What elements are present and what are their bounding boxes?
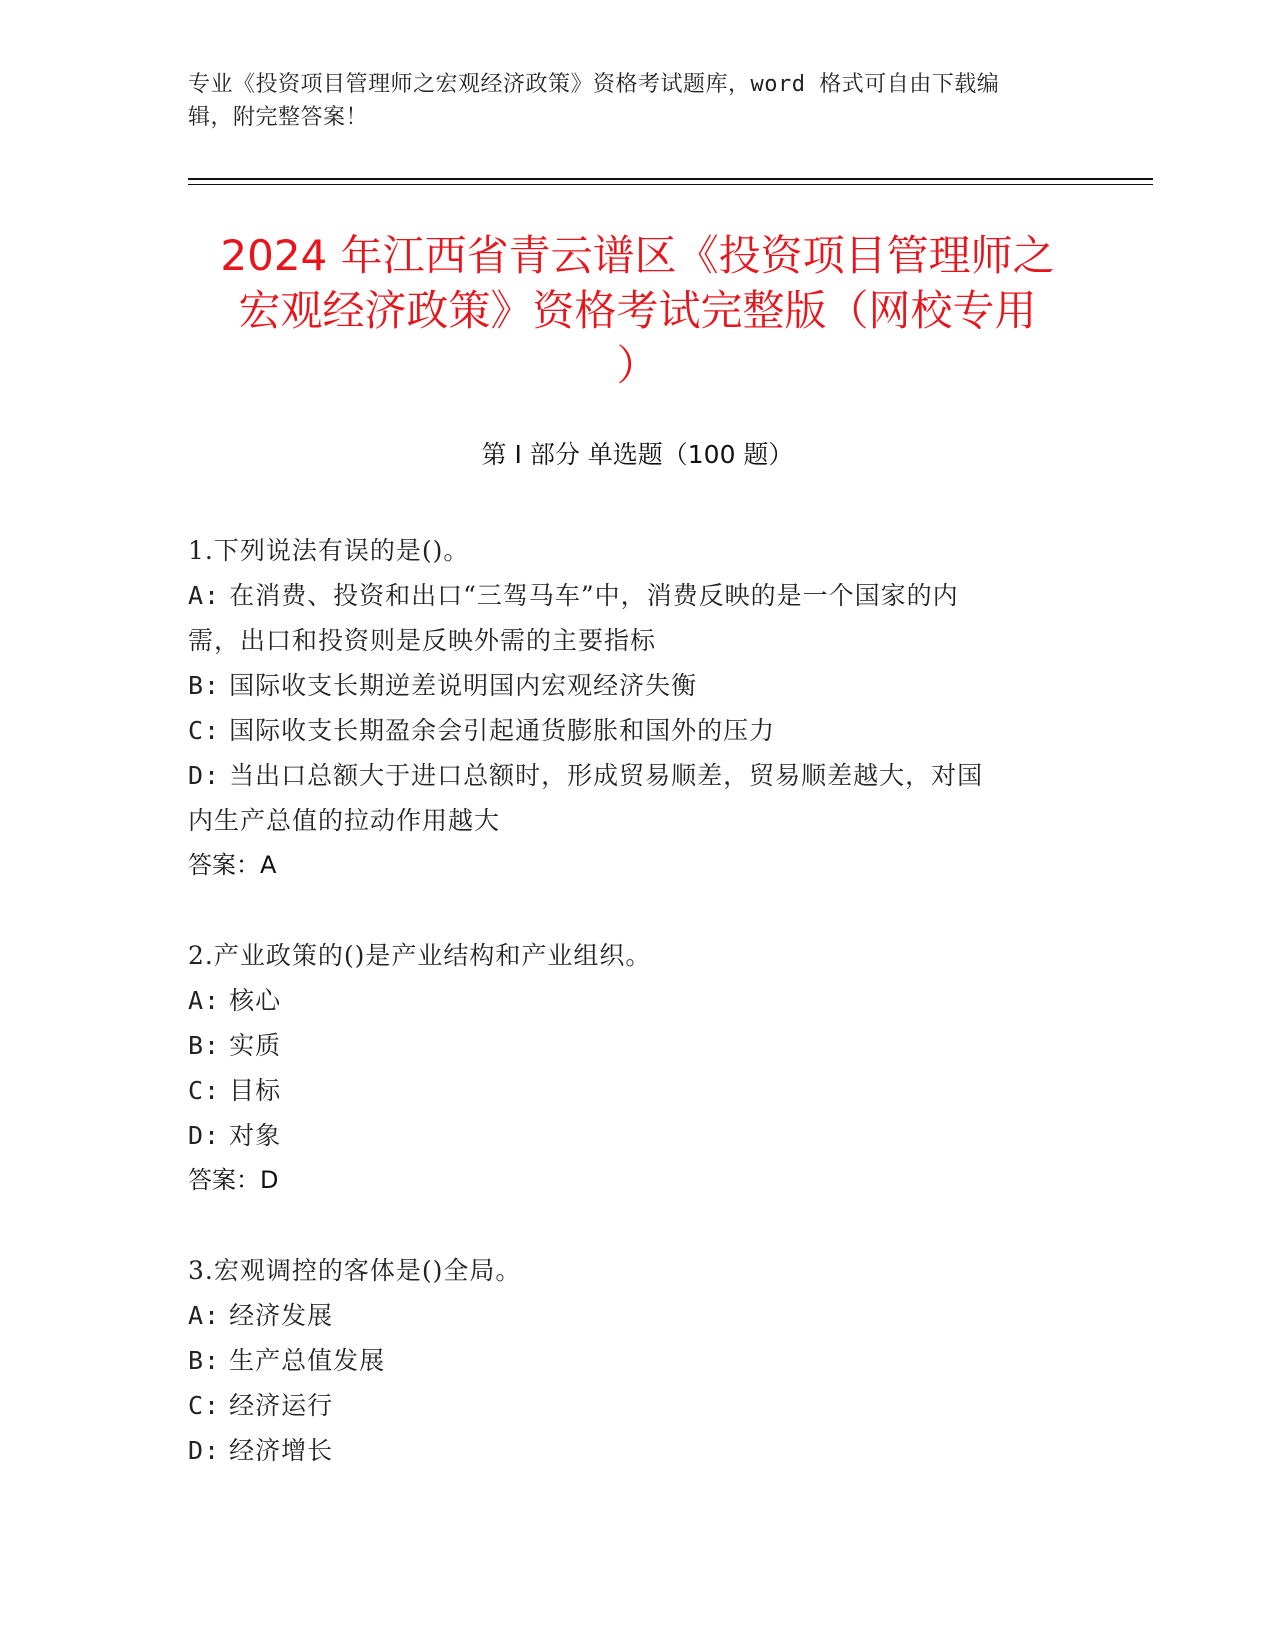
answer-line: 答案：D: [188, 1166, 279, 1194]
question-stem: 2.产业政策的()是产业结构和产业组织。: [188, 941, 652, 970]
option-text: 对象: [229, 1121, 282, 1150]
title-line: 宏观经济政策》资格考试完整版（网校专用: [238, 286, 1037, 335]
option-letter: C:: [188, 716, 221, 745]
title-line: ）: [616, 341, 659, 390]
title-line: 2024 年江西省青云谱区《投资项目管理师之: [220, 231, 1055, 280]
header-note: [188, 68, 1068, 134]
question-stem: 3.宏观调控的客体是()全局。: [188, 1256, 522, 1285]
option-b: [188, 663, 1068, 708]
option-letter: B:: [188, 1031, 221, 1060]
option-b: [188, 1023, 1068, 1068]
option-text: 在消费、投资和出口“三驾马车”中，消费反映的是一个国家的内: [229, 581, 959, 610]
option-text: 目标: [229, 1076, 282, 1105]
option-a: [188, 978, 1068, 1023]
option-letter: C:: [188, 1391, 221, 1420]
option-d-continued: 内生产总值的拉动作用越大: [188, 806, 501, 835]
option-letter: C:: [188, 1076, 221, 1105]
option-letter: D:: [188, 1121, 221, 1150]
option-letter: A:: [188, 1301, 221, 1330]
option-c: [188, 1068, 1068, 1113]
option-c: [188, 708, 1068, 753]
option-a-continued: 需，出口和投资则是反映外需的主要指标: [188, 626, 657, 655]
option-d: [188, 1428, 1068, 1473]
option-text: 国际收支长期逆差说明国内宏观经济失衡: [229, 671, 698, 700]
option-letter: B:: [188, 1346, 221, 1375]
option-a: [188, 573, 1068, 618]
question-stem: 1.下列说法有误的是()。: [188, 536, 470, 565]
header-divider-thick: [188, 178, 1153, 180]
option-text: 生产总值发展: [229, 1346, 386, 1375]
question-3: [188, 1248, 1068, 1473]
option-c: [188, 1383, 1068, 1428]
option-text: 经济发展: [229, 1301, 334, 1330]
option-letter: A:: [188, 986, 221, 1015]
option-text: 经济运行: [229, 1391, 334, 1420]
section-title: 第 I 部分 单选题（100 题）: [481, 440, 794, 469]
document-title: [150, 228, 1125, 393]
option-letter: A:: [188, 581, 221, 610]
header-note-line: 辑，附完整答案！: [188, 105, 369, 130]
option-letter: B:: [188, 671, 221, 700]
option-letter: D:: [188, 1436, 221, 1465]
option-letter: D:: [188, 761, 221, 790]
option-text: 实质: [229, 1031, 282, 1060]
question-list: [188, 528, 1068, 1518]
option-d: [188, 1113, 1068, 1158]
question-1: [188, 528, 1068, 888]
option-text: 国际收支长期盈余会引起通货膨胀和国外的压力: [229, 716, 776, 745]
header-note-line: 专业《投资项目管理师之宏观经济政策》资格考试题库，word 格式可自由下载编: [188, 72, 1000, 97]
header-divider-thin: [188, 184, 1153, 185]
answer-line: 答案：A: [188, 851, 277, 879]
option-a: [188, 1293, 1068, 1338]
option-text: 经济增长: [229, 1436, 334, 1465]
option-text: 当出口总额大于进口总额时，形成贸易顺差，贸易顺差越大，对国: [229, 761, 984, 790]
option-text: 核心: [229, 986, 282, 1015]
question-2: [188, 933, 1068, 1203]
option-b: [188, 1338, 1068, 1383]
option-d: [188, 753, 1068, 798]
